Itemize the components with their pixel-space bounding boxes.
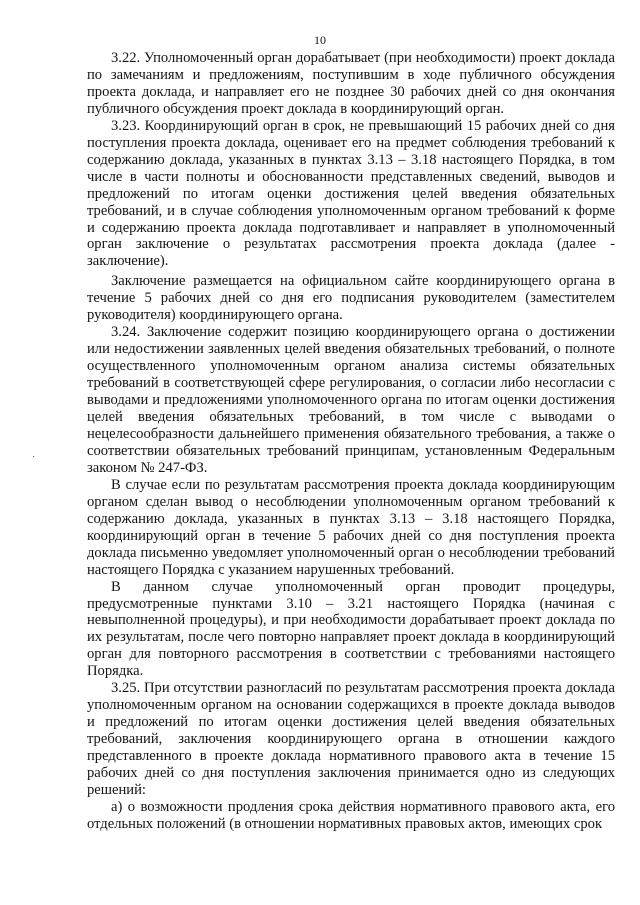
document-body [87,50,615,833]
paragraph-3-23: 3.23. Координирующий орган в срок, не превышающий 15 рабочих дней со дня поступления проекта доклада, оценивает его на предмет соблюдения требований к содержанию доклада, указанных в пунктах 3.13 – 3.18 настоящего Порядка, в том числе в части полноты и обоснованности представленных сведений, выводов и предложений по итогам оценки достижения целей введения обязательных требований, и в случае соблюдения уполномоченным органом требований к форме и содержанию проекта доклада подготавливает и направляет в уполномоченный орган заключение о результатах рассмотрения проекта доклада (далее - заключение). [87,117,615,270]
paragraph-3-25: 3.25. При отсутствии разногласий по результатам рассмотрения проекта доклада уполномоченным органом на основании содержащихся в проекте доклада выводов и предложений по итогам оценки достижения целей введения обязательных требований, заключения координирующего органа в отношении каждого представленного в проекте доклада нормативного правового акта в течение 15 рабочих дней со дня поступления заключения принимается одно из следующих решений: [87,680,615,798]
paragraph-conclusion-publication: Заключение размещается на официальном сайте координирующего органа в течение 5 рабочих дней со дня его подписания руководителем (заместителем руководителя) координирующего органа. [87,273,615,324]
margin-mark: ˙ [32,455,36,466]
paragraph-noncompliance-case: В случае если по результатам рассмотрения проекта доклада координирующим органом сделан вывод о несоблюдении уполномоченным органом требований к содержанию доклада, указанных в пунктах 3.13 – 3.18 настоящего Порядка, координирующий орган в течение 5 рабочих дней со дня поступления проекта доклада письменно уведомляет уполномоченный орган о несоблюдении требований настоящего Порядка с указанием нарушенных требований. [87,476,615,578]
paragraph-3-22: 3.22. Уполномоченный орган дорабатывает (при необходимости) проект доклада по замечаниям и предложениям, поступившим в ходе публичного обсуждения проекта доклада, и направляет его не позднее 30 рабочих дней со дня окончания публичного обсуждения проект доклада в координирующий орган. [87,50,615,117]
page-number: 10 [314,33,326,47]
paragraph-repeat-procedures: В данном случае уполномоченный орган проводит процедуры, предусмотренные пунктами 3.10 – 3.21 настоящего Порядка (начиная с невыполненной процедуры), и при необходимости дорабатывает проект доклада по их результатам, после чего повторно направляет проект доклада в координирующий орган для повторного рассмотрения в соответствии с требованиями настоящего Порядка. [87,578,615,680]
paragraph-3-24: 3.24. Заключение содержит позицию координирующего органа о достижении или недостижении заявленных целей введения обязательных требований, о полноте осуществленного уполномоченным органом анализа системы обязательных требований в соответствующей сфере регулирования, о согласии либо несогласии с выводами и предложениями уполномоченного органа по итогам оценки достижения целей введения обязательных требований, в том числе с выводами о нецелесообразности дальнейшего применения обязательного требования, а также о соответствии обязательных требований принципам, установленным Федеральным законом № 247-ФЗ. [87,324,615,476]
paragraph-decision-a: а) о возможности продления срока действия нормативного правового акта, его отдельных положений (в отношении нормативных правовых актов, имеющих срок [87,798,615,832]
